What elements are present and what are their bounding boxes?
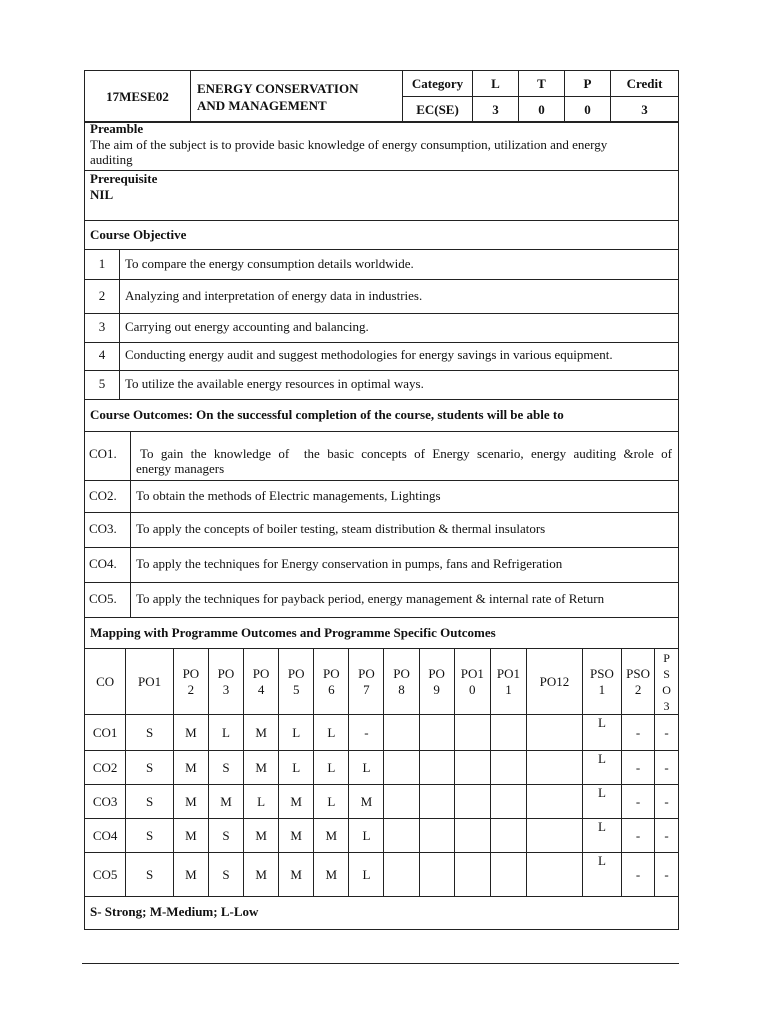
mapping-row-co: CO1 [85,715,126,751]
mapping-cell: L [582,785,621,819]
col-po8: PO 8 [384,649,419,715]
mapping-row-co: CO2 [85,751,126,785]
mapping-cell [419,819,454,853]
mapping-cell: - [622,715,655,751]
mapping-cell [490,853,526,897]
t-value: 0 [519,97,565,123]
mapping-cell: S [126,819,174,853]
mapping-cell: M [314,819,349,853]
outcome-code: CO2. [89,488,117,503]
mapping-row [85,785,679,819]
mapping-cell [454,785,490,819]
mapping-cell: L [314,751,349,785]
mapping-cell: M [349,785,384,819]
course-title-line1: ENERGY CONSERVATION [197,80,359,96]
outcome-code: CO5. [89,591,117,606]
mapping-cell: M [173,853,208,897]
footer-rule [82,963,679,964]
mapping-cell: M [173,785,208,819]
mapping-cell: - [622,819,655,853]
t-label: T [519,71,565,97]
outcome-code: CO3. [89,521,117,536]
mapping-body [85,715,679,897]
category-value: EC(SE) [403,97,473,123]
mapping-cell: M [279,819,314,853]
objective-number: 2 [98,288,106,303]
objective-text: Conducting energy audit and suggest methodologies for energy savings in various equipment. [125,347,613,362]
prerequisite-heading: Prerequisite [90,171,158,186]
course-header-table [84,70,679,123]
outcome-code: CO4. [89,556,117,571]
mapping-cell: L [279,751,314,785]
mapping-cell: S [126,751,174,785]
outcome-text: To apply the techniques for payback period, energy management & internal rate of Return [136,591,605,606]
divider [84,399,679,400]
mapping-row [85,853,679,897]
objective-number: 5 [98,376,106,391]
mapping-row-co: CO3 [85,785,126,819]
po-mapping-table [84,648,679,897]
l-label: L [473,71,519,97]
outcome-text-line-2: energy managers [136,461,225,476]
preamble-heading: Preamble [90,121,144,136]
mapping-cell: - [349,715,384,751]
mapping-header-row [85,649,679,715]
mapping-row-co: CO5 [85,853,126,897]
mapping-cell: - [655,751,679,785]
mapping-cell: L [314,785,349,819]
mapping-cell [490,785,526,819]
mapping-cell: S [208,819,243,853]
course-title [191,71,403,123]
mapping-row [85,751,679,785]
mapping-cell [490,715,526,751]
p-label: P [565,71,611,97]
mapping-cell [454,751,490,785]
mapping-cell: L [582,819,621,853]
col-po7: PO 7 [349,649,384,715]
mapping-cell: - [655,785,679,819]
mapping-cell [527,785,583,819]
mapping-cell: - [655,819,679,853]
mapping-cell: L [208,715,243,751]
preamble-line-2: auditing [90,152,133,167]
objective-number: 1 [98,256,106,271]
mapping-cell: - [655,853,679,897]
col-po10: PO1 0 [454,649,490,715]
mapping-cell [384,819,419,853]
mapping-cell: - [655,715,679,751]
col-pso3: P S O 3 [655,649,679,715]
mapping-cell: M [244,853,279,897]
col-po9: PO 9 [419,649,454,715]
course-objective-heading: Course Objective [90,227,187,242]
mapping-cell: L [582,715,621,751]
mapping-cell [527,751,583,785]
prerequisite-value: NIL [90,187,114,202]
mapping-cell [419,751,454,785]
col-po6: PO 6 [314,649,349,715]
outcome-text: To apply the techniques for Energy conservation in pumps, fans and Refrigeration [136,556,563,571]
objective-text: To compare the energy consumption details worldwide. [125,256,414,271]
mapping-cell: M [244,715,279,751]
mapping-cell: - [622,751,655,785]
objective-text: Analyzing and interpretation of energy data in industries. [125,288,423,303]
mapping-cell [384,853,419,897]
legend-text: S- Strong; M-Medium; L-Low [90,904,259,919]
mapping-cell [454,715,490,751]
outcome-item [84,582,679,617]
col-po5: PO 5 [279,649,314,715]
mapping-cell: M [279,785,314,819]
outcome-text [136,446,672,476]
col-co: CO [85,649,126,715]
mapping-cell: M [173,819,208,853]
mapping-cell: M [173,751,208,785]
mapping-cell [384,715,419,751]
mapping-cell [527,715,583,751]
p-value: 0 [565,97,611,123]
course-outcomes-heading: Course Outcomes: On the successful completion of the course, students will be able to [90,407,564,422]
col-po3: PO 3 [208,649,243,715]
mapping-cell: M [208,785,243,819]
mapping-cell: L [582,751,621,785]
mapping-cell: S [208,853,243,897]
outcome-text: To obtain the methods of Electric managements, Lightings [136,488,441,503]
divider [84,617,679,618]
divider [84,220,679,221]
credit-label: Credit [611,71,679,97]
objective-text: To utilize the available energy resources in optimal ways. [125,376,424,391]
col-pso2: PSO 2 [622,649,655,715]
mapping-cell [490,819,526,853]
l-value: 3 [473,97,519,123]
mapping-row [85,819,679,853]
mapping-cell: L [349,853,384,897]
mapping-cell: L [582,853,621,897]
mapping-cell: S [126,715,174,751]
col-po2: PO 2 [173,649,208,715]
mapping-cell [527,819,583,853]
mapping-cell: M [244,819,279,853]
mapping-cell [419,715,454,751]
mapping-cell: S [126,853,174,897]
mapping-cell [419,853,454,897]
outcome-item [84,480,679,512]
mapping-cell [419,785,454,819]
outcome-item [84,547,679,582]
outcome-item [84,431,679,480]
mapping-cell: L [279,715,314,751]
mapping-row [85,715,679,751]
mapping-cell: M [244,751,279,785]
mapping-cell [454,853,490,897]
preamble-line-1: The aim of the subject is to provide basic knowledge of energy consumption, utilization and energy [90,137,608,152]
course-title-line2: AND MANAGEMENT [197,97,327,113]
objective-text: Carrying out energy accounting and balancing. [125,319,369,334]
divider [84,170,679,171]
mapping-cell: - [622,785,655,819]
mapping-cell [384,785,419,819]
mapping-row-co: CO4 [85,819,126,853]
col-pso1: PSO 1 [582,649,621,715]
col-po1: PO1 [126,649,174,715]
mapping-cell: L [314,715,349,751]
mapping-cell [527,853,583,897]
mapping-cell [454,819,490,853]
outcome-code: CO1. [89,446,117,461]
objective-number: 3 [98,319,106,334]
mapping-cell [384,751,419,785]
outcome-text-line-1: To gain the knowledge of the basic concepts of Energy scenario, energy auditing &role of [140,446,672,461]
mapping-cell: L [244,785,279,819]
mapping-cell: - [622,853,655,897]
mapping-cell: L [349,751,384,785]
outcome-item [84,512,679,547]
mapping-cell: S [126,785,174,819]
mapping-cell: M [173,715,208,751]
objective-item [84,249,678,279]
mapping-cell: M [279,853,314,897]
category-label: Category [403,71,473,97]
col-po11: PO1 1 [490,649,526,715]
mapping-cell [490,751,526,785]
mapping-cell: M [314,853,349,897]
credit-value: 3 [611,97,679,123]
mapping-heading: Mapping with Programme Outcomes and Programme Specific Outcomes [90,625,496,640]
mapping-cell: L [349,819,384,853]
objective-item [84,370,678,399]
objective-item [84,313,678,342]
course-code: 17MESE02 [85,71,191,123]
col-po12: PO12 [527,649,583,715]
objective-item [84,342,678,370]
mapping-cell: S [208,751,243,785]
objective-item [84,279,678,313]
outcome-text: To apply the concepts of boiler testing, steam distribution & thermal insulators [136,521,546,536]
col-po4: PO 4 [244,649,279,715]
objective-number: 4 [98,347,106,362]
